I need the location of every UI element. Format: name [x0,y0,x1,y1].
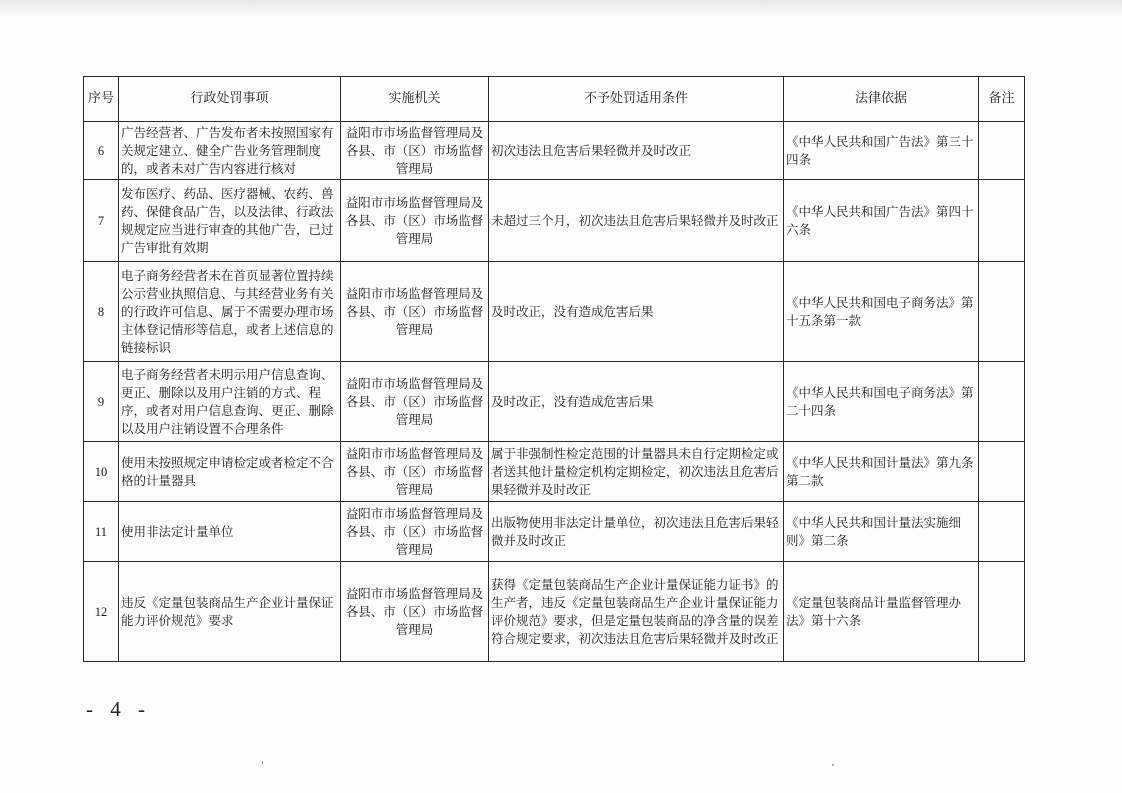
table-row [84,502,1025,562]
table-row [84,122,1025,180]
penalty-item: 电子商务经营者未明示用户信息查询、更正、删除以及用户注销的方式、程序，或者对用户信息查询、更正、删除以及用户注销设置不合理条件 [119,362,341,442]
row-number: 11 [84,502,119,562]
remark-cell [979,502,1025,562]
legal-basis: 《中华人民共和国电子商务法》第二十四条 [784,362,979,442]
remark-cell [979,180,1025,262]
penalty-item: 电子商务经营者未在首页显著位置持续公示营业执照信息、与其经营业务有关的行政许可信息、属于不需要办理市场主体登记情形等信息，或者上述信息的链接标识 [119,262,341,362]
remark-cell [979,362,1025,442]
header-agency: 实施机关 [341,77,489,122]
penalty-item: 违反《定量包装商品生产企业计量保证能力评价规范》要求 [119,562,341,662]
exemption-condition: 及时改正，没有造成危害后果 [489,262,784,362]
legal-basis: 《中华人民共和国计量法》第九条第二款 [784,442,979,502]
legal-basis: 《中华人民共和国广告法》第三十四条 [784,122,979,180]
remark-cell [979,122,1025,180]
implementing-agency: 益阳市市场监督管理局及各县、市（区）市场监督管理局 [341,262,489,362]
row-number: 7 [84,180,119,262]
legal-basis: 《定量包装商品计量监督管理办法》第十六条 [784,562,979,662]
table-row [84,362,1025,442]
scan-speck [262,761,263,764]
remark-cell [979,562,1025,662]
scan-edge-shadow [0,0,1122,18]
header-item: 行政处罚事项 [119,77,341,122]
remark-cell [979,442,1025,502]
penalty-item: 使用未按照规定申请检定或者检定不合格的计量器具 [119,442,341,502]
table-header-row [84,77,1025,122]
table-row [84,262,1025,362]
remark-cell [979,262,1025,362]
legal-basis: 《中华人民共和国计量法实施细则》第二条 [784,502,979,562]
exemption-condition: 获得《定量包装商品生产企业计量保证能力证书》的生产者，违反《定量包装商品生产企业计量保证能力评价规范》要求，但是定量包装商品的净含量的误差符合规定要求，初次违法且危害后果轻微并及时改正 [489,562,784,662]
implementing-agency: 益阳市市场监督管理局及各县、市（区）市场监督管理局 [341,122,489,180]
penalty-exemption-table [83,76,1025,662]
row-number: 6 [84,122,119,180]
legal-basis: 《中华人民共和国电子商务法》第十五条第一款 [784,262,979,362]
row-number: 10 [84,442,119,502]
implementing-agency: 益阳市市场监督管理局及各县、市（区）市场监督管理局 [341,362,489,442]
exemption-condition: 属于非强制性检定范围的计量器具未自行定期检定或者送其他计量检定机构定期检定，初次违法且危害后果轻微并及时改正 [489,442,784,502]
header-condition: 不予处罚适用条件 [489,77,784,122]
exemption-condition: 及时改正，没有造成危害后果 [489,362,784,442]
row-number: 8 [84,262,119,362]
exemption-condition: 初次违法且危害后果轻微并及时改正 [489,122,784,180]
implementing-agency: 益阳市市场监督管理局及各县、市（区）市场监督管理局 [341,502,489,562]
exemption-condition: 未超过三个月，初次违法且危害后果轻微并及时改正 [489,180,784,262]
scan-speck [832,764,834,766]
table-row [84,180,1025,262]
implementing-agency: 益阳市市场监督管理局及各县、市（区）市场监督管理局 [341,180,489,262]
penalty-item: 使用非法定计量单位 [119,502,341,562]
table-row [84,442,1025,502]
implementing-agency: 益阳市市场监督管理局及各县、市（区）市场监督管理局 [341,442,489,502]
implementing-agency: 益阳市市场监督管理局及各县、市（区）市场监督管理局 [341,562,489,662]
row-number: 12 [84,562,119,662]
penalty-item: 广告经营者、广告发布者未按照国家有关规定建立、健全广告业务管理制度的，或者未对广告内容进行核对 [119,122,341,180]
exemption-condition: 出版物使用非法定计量单位，初次违法且危害后果轻微并及时改正 [489,502,784,562]
penalty-item: 发布医疗、药品、医疗器械、农药、兽药、保健食品广告，以及法律、行政法规规定应当进行审查的其他广告，已过广告审批有效期 [119,180,341,262]
header-no: 序号 [84,77,119,122]
table-row [84,562,1025,662]
row-number: 9 [84,362,119,442]
page-number: - 4 - [86,697,151,721]
header-basis: 法律依据 [784,77,979,122]
legal-basis: 《中华人民共和国广告法》第四十六条 [784,180,979,262]
header-remark: 备注 [979,77,1025,122]
